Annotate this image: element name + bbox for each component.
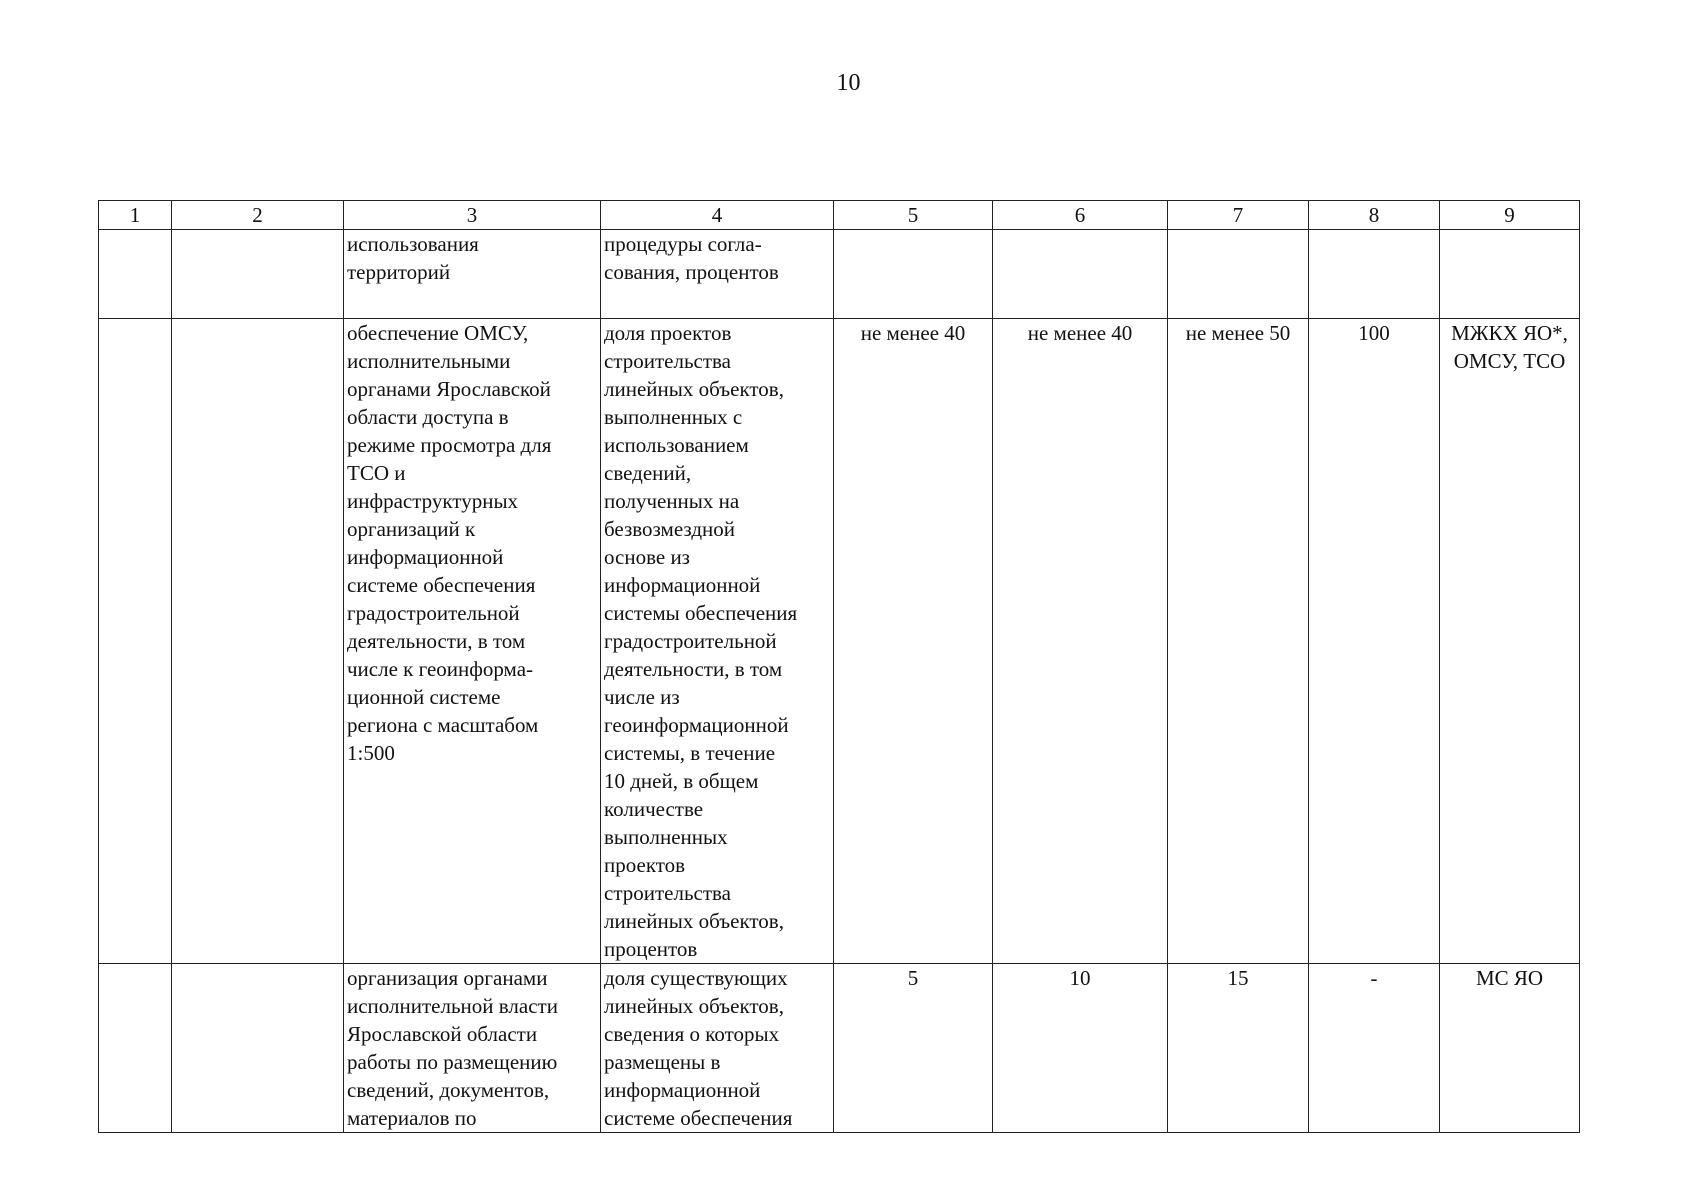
cell-indicator: доля проектов строительства линейных объектов, выполненных с использованием сведений, полученных на безвозмездной основе из информационной системы обеспечения градостроительной деятельности, в том числе из геоинформационной системы, в течение 10 дней, в общем количестве выполненных проектов строительства линейных объектов, процентов xyxy=(601,319,834,964)
cell-value-8: - xyxy=(1309,964,1440,1133)
cell-value-5 xyxy=(834,230,993,319)
table-row xyxy=(99,319,1580,964)
table-row xyxy=(99,964,1580,1133)
cell-task xyxy=(172,230,344,319)
cell-value-8: 100 xyxy=(1309,319,1440,964)
cell-number xyxy=(99,230,172,319)
cell-number xyxy=(99,319,172,964)
header-cell: 9 xyxy=(1440,201,1580,230)
indicators-table xyxy=(98,200,1580,1133)
page-number: 10 xyxy=(836,70,861,96)
cell-value-5: 5 xyxy=(834,964,993,1133)
cell-value-6: не менее 40 xyxy=(993,319,1168,964)
cell-value-7: 15 xyxy=(1168,964,1309,1133)
cell-value-6 xyxy=(993,230,1168,319)
table-header-row xyxy=(99,201,1580,230)
cell-responsible: МЖКХ ЯО*, ОМСУ, ТСО xyxy=(1440,319,1580,964)
header-cell: 5 xyxy=(834,201,993,230)
cell-value-5: не менее 40 xyxy=(834,319,993,964)
header-cell: 7 xyxy=(1168,201,1309,230)
cell-task xyxy=(172,964,344,1133)
cell-value-7: не менее 50 xyxy=(1168,319,1309,964)
cell-indicator: процедуры согла- сования, процентов xyxy=(601,230,834,319)
cell-indicator: доля существующих линейных объектов, сведения о которых размещены в информационной системе обеспечения xyxy=(601,964,834,1133)
header-cell: 4 xyxy=(601,201,834,230)
cell-task xyxy=(172,319,344,964)
cell-measure: использования территорий xyxy=(344,230,601,319)
table-row xyxy=(99,230,1580,319)
header-cell: 1 xyxy=(99,201,172,230)
header-cell: 6 xyxy=(993,201,1168,230)
cell-measure: организация органами исполнительной власти Ярославской области работы по размещению сведений, документов, материалов по xyxy=(344,964,601,1133)
cell-value-6: 10 xyxy=(993,964,1168,1133)
cell-value-8 xyxy=(1309,230,1440,319)
cell-value-7 xyxy=(1168,230,1309,319)
cell-responsible: МС ЯО xyxy=(1440,964,1580,1133)
cell-responsible xyxy=(1440,230,1580,319)
cell-measure: обеспечение ОМСУ, исполнительными органами Ярославской области доступа в режиме просмотра для ТСО и инфраструктурных организаций к информационной системе обеспечения градостроительной деятельности, в том числе к геоинформа- ционной системе региона с масштабом 1:500 xyxy=(344,319,601,964)
cell-number xyxy=(99,964,172,1133)
header-cell: 2 xyxy=(172,201,344,230)
header-cell: 3 xyxy=(344,201,601,230)
header-cell: 8 xyxy=(1309,201,1440,230)
